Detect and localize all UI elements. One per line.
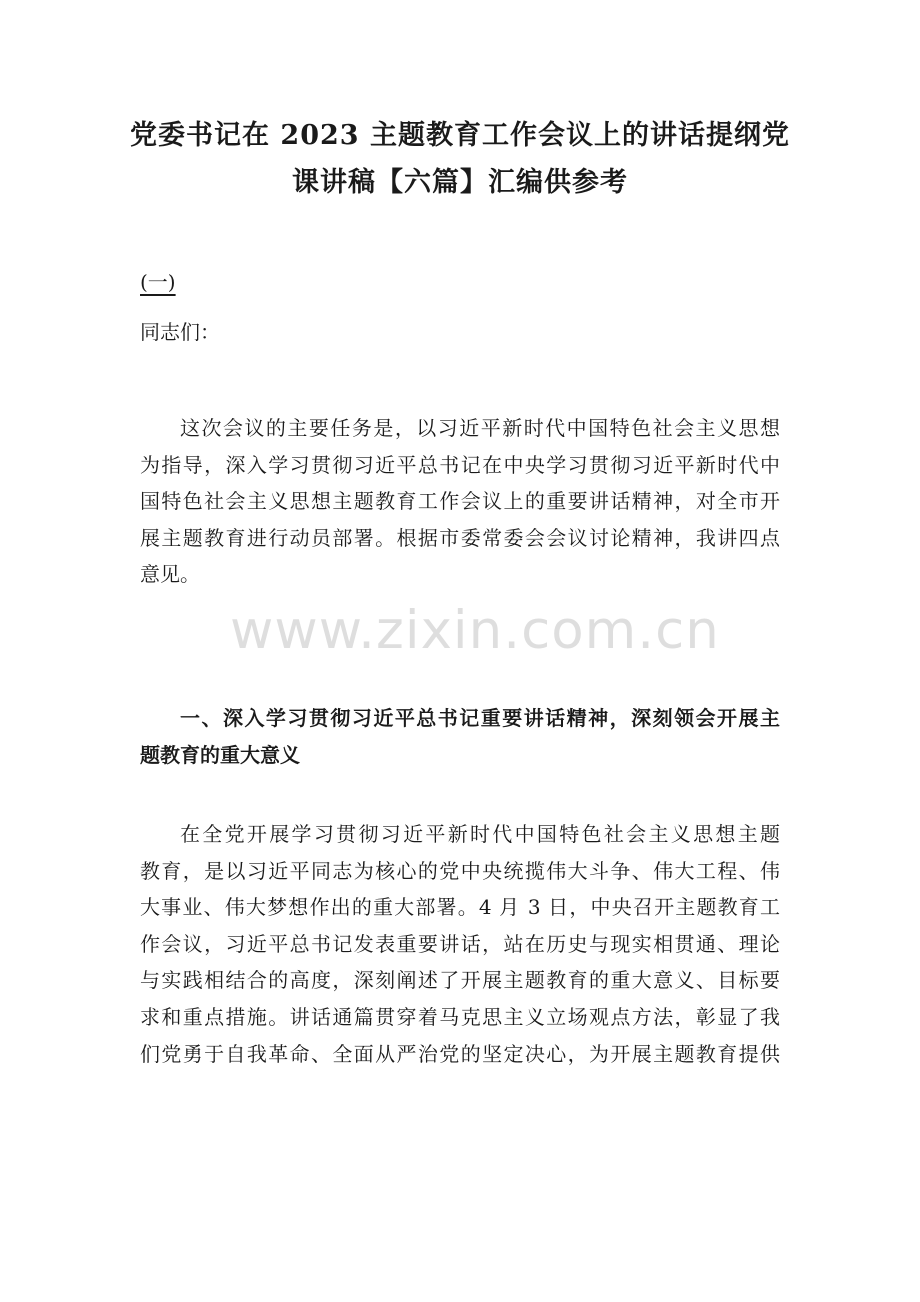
paragraph-line: 教育，是以习近平同志为核心的党中央统揽伟大斗争、伟大工程、伟 — [140, 858, 780, 883]
watermark: www.zixin.com.cn — [230, 600, 720, 661]
title-line-1: 党委书记在 2023 主题教育工作会议上的讲话提纲党 — [130, 120, 790, 151]
paragraph-line: 展主题教育进行动员部署。根据市委常委会会议讨论精神，我讲四点 — [140, 525, 780, 550]
paragraph-line: 求和重点措施。讲话通篇贯穿着马克思主义立场观点方法，彰显了我 — [140, 1004, 780, 1029]
paragraph-line: 为指导，深入学习贯彻习近平总书记在中央学习贯彻习近平新时代中 — [140, 452, 780, 477]
section-heading — [140, 700, 780, 773]
paragraph-line: 在全党开展学习贯彻习近平新时代中国特色社会主义思想主题 — [180, 822, 780, 846]
paragraph-line: 作会议，习近平总书记发表重要讲话，站在历史与现实相贯通、理论 — [140, 931, 780, 956]
heading-line: 题教育的重大意义 — [140, 742, 300, 767]
paragraph-line: 这次会议的主要任务是，以习近平新时代中国特色社会主义思想 — [180, 416, 780, 440]
paragraph-line: 与实践相结合的高度，深刻阐述了开展主题教育的重大意义、目标要 — [140, 968, 780, 993]
intro-paragraph — [140, 410, 780, 593]
paragraph-line: 们党勇于自我革命、全面从严治党的坚定决心，为开展主题教育提供 — [140, 1041, 780, 1066]
document-title — [100, 112, 820, 206]
heading-line: 一、深入学习贯彻习近平总书记重要讲话精神，深刻领会开展主 — [180, 706, 780, 730]
paragraph-line: 大事业、伟大梦想作出的重大部署。4 月 3 日，中央召开主题教育工 — [140, 895, 780, 920]
section-number: (一) — [140, 270, 176, 294]
salutation: 同志们： — [140, 320, 220, 344]
body-paragraph — [140, 816, 780, 1072]
title-line-2: 课讲稿【六篇】汇编供参考 — [292, 167, 628, 198]
paragraph-line: 意见。 — [140, 562, 200, 587]
paragraph-line: 国特色社会主义思想主题教育工作会议上的重要讲话精神，对全市开 — [140, 489, 780, 514]
